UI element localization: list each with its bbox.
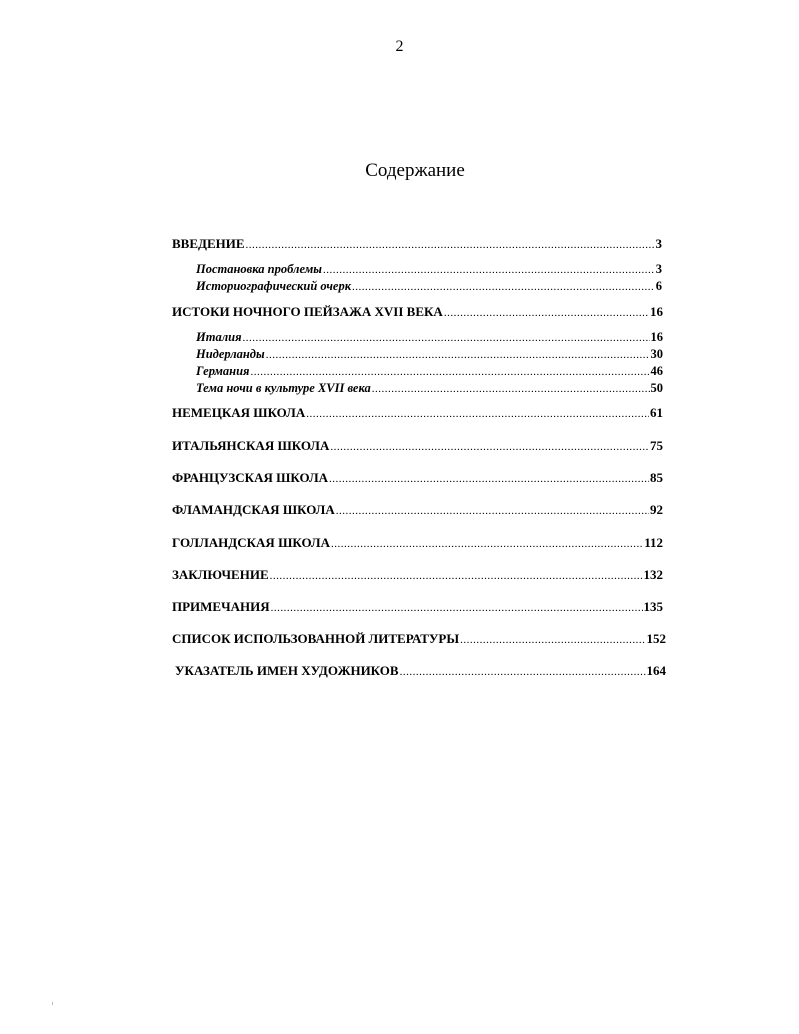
toc-leader-dots xyxy=(372,384,650,395)
toc-entry-flemish-school[interactable] xyxy=(172,503,663,517)
toc-leader-dots xyxy=(330,442,649,453)
toc-entry-label: Нидерланды xyxy=(196,347,265,361)
toc-entry-label: ИТАЛЬЯНСКАЯ ШКОЛА xyxy=(172,438,330,453)
toc-entry-page: 50 xyxy=(650,381,663,395)
toc-entry-bibliography[interactable] xyxy=(172,632,666,646)
toc-entry-label: Историографический очерк xyxy=(196,279,352,293)
page-number: 2 xyxy=(395,38,404,55)
toc-entry-label: Италия xyxy=(196,330,242,344)
toc-entry-label: Тема ночи в культуре XVII века xyxy=(196,381,371,395)
toc-entry-label: Постановка проблемы xyxy=(196,262,322,276)
toc-entry-introduction[interactable] xyxy=(172,237,662,251)
toc-leader-dots xyxy=(323,265,655,276)
toc-entry-origins[interactable] xyxy=(172,305,663,319)
toc-entry-label: СПИСОК ИСПОЛЬЗОВАННОЙ ЛИТЕРАТУРЫ xyxy=(172,631,460,646)
toc-leader-dots xyxy=(271,603,643,614)
toc-entry-label: УКАЗАТЕЛЬ ИМЕН ХУДОЖНИКОВ xyxy=(175,663,399,678)
toc-leader-dots xyxy=(329,474,649,485)
toc-entry-page: 132 xyxy=(643,567,663,582)
toc-entry-page: 112 xyxy=(644,535,663,550)
toc-entry-page: 75 xyxy=(650,438,663,453)
toc-leader-dots xyxy=(400,667,646,678)
toc-leader-dots xyxy=(331,539,643,550)
toc-entry-page: 61 xyxy=(650,405,663,420)
toc-entry-problem-statement[interactable] xyxy=(196,263,662,276)
toc-entry-page: 6 xyxy=(655,279,662,293)
toc-entry-page: 85 xyxy=(650,470,663,485)
scan-mark xyxy=(52,1002,56,1005)
toc-entry-conclusion[interactable] xyxy=(172,568,663,582)
toc-entry-germany[interactable] xyxy=(196,365,663,378)
toc-entry-historiography[interactable] xyxy=(196,280,662,293)
toc-entry-night-theme[interactable] xyxy=(196,382,663,395)
toc-leader-dots xyxy=(270,571,643,582)
toc-entry-page: 16 xyxy=(650,304,663,319)
toc-entry-page: 3 xyxy=(655,262,662,276)
toc-leader-dots xyxy=(444,308,649,319)
toc-entry-label: ГОЛЛАНДСКАЯ ШКОЛА xyxy=(172,535,330,550)
toc-entry-page: 152 xyxy=(646,631,666,646)
toc-leader-dots xyxy=(306,409,649,420)
toc-leader-dots xyxy=(336,506,649,517)
toc-entry-label: ЗАКЛЮЧЕНИЕ xyxy=(172,567,269,582)
toc-entry-dutch-school[interactable] xyxy=(172,536,663,550)
toc-entry-page: 92 xyxy=(650,502,663,517)
toc-entry-label: ПРИМЕЧАНИЯ xyxy=(172,599,270,614)
toc-leader-dots xyxy=(352,282,655,293)
toc-entry-french-school[interactable] xyxy=(172,471,663,485)
toc-entry-page: 46 xyxy=(650,364,663,378)
toc-entry-label: Германия xyxy=(196,364,250,378)
toc-entry-italy[interactable] xyxy=(196,331,663,344)
page-title: Содержание xyxy=(365,160,465,181)
toc-entry-page: 3 xyxy=(655,236,662,251)
toc-entry-italian-school[interactable] xyxy=(172,439,663,453)
toc-entry-label: ИСТОКИ НОЧНОГО ПЕЙЗАЖА XVII ВЕКА xyxy=(172,304,443,319)
toc-entry-page: 30 xyxy=(650,347,663,361)
toc-leader-dots xyxy=(246,240,655,251)
toc-entry-netherlands[interactable] xyxy=(196,348,663,361)
toc-leader-dots xyxy=(251,367,650,378)
toc-leader-dots xyxy=(460,635,645,646)
toc-entry-notes[interactable] xyxy=(172,600,663,614)
toc-entry-page: 135 xyxy=(643,599,663,614)
toc-leader-dots xyxy=(243,333,650,344)
toc-entry-german-school[interactable] xyxy=(172,406,663,420)
toc-entry-artist-index[interactable] xyxy=(175,664,666,678)
toc-entry-label: ФЛАМАНДСКАЯ ШКОЛА xyxy=(172,502,335,517)
toc-entry-label: ВВЕДЕНИЕ xyxy=(172,236,245,251)
toc-entry-page: 164 xyxy=(646,663,666,678)
toc-entry-label: НЕМЕЦКАЯ ШКОЛА xyxy=(172,405,306,420)
toc-entry-label: ФРАНЦУЗСКАЯ ШКОЛА xyxy=(172,470,329,485)
toc-entry-page: 16 xyxy=(650,330,663,344)
toc-leader-dots xyxy=(266,350,650,361)
